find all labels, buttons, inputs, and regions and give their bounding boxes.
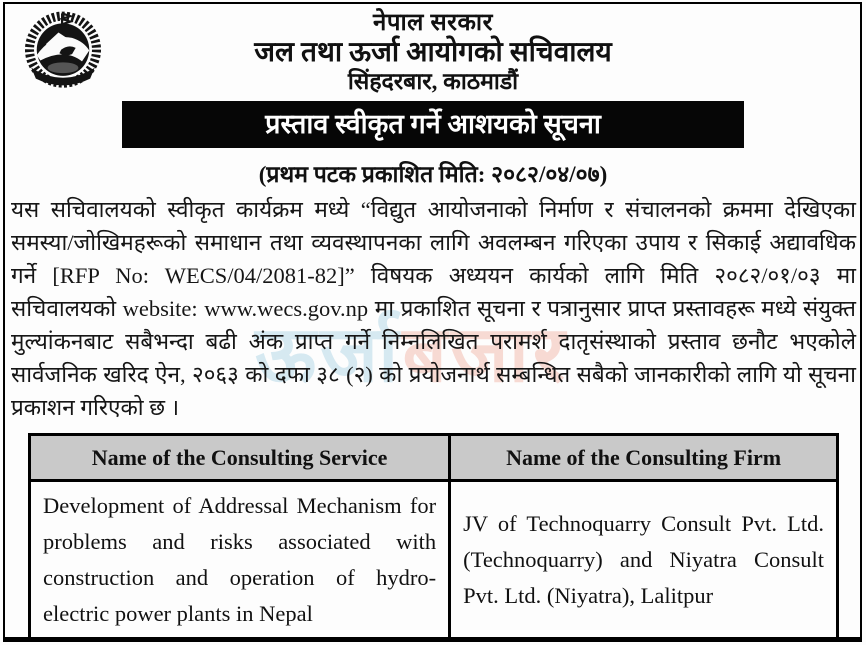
- consulting-result-table: [28, 433, 839, 641]
- notice-title-banner: प्रस्ताव स्वीकृत गर्ने आशयको सूचना: [122, 101, 744, 148]
- consulting-firm-cell: JV of Technoquarry Consult Pvt. Ltd. (Technoquarry) and Niyatra Consult Pvt. Ltd. (Niyatra), Lalitpur: [450, 481, 838, 640]
- column-header-consulting-firm: Name of the Consulting Firm: [450, 435, 838, 481]
- column-header-consulting-service: Name of the Consulting Service: [30, 435, 450, 481]
- consulting-service-cell: Development of Addressal Mechanism for problems and risks associated with construction and operation of hydro-electric power plants in Nepal: [30, 481, 450, 640]
- letterhead: [0, 9, 866, 95]
- watermark-word-2: बजार: [402, 310, 569, 398]
- publication-date-line: (प्रथम पटक प्रकाशित मिति: २०८२/०४/०७): [258, 162, 608, 187]
- notice-body-paragraph: यस सचिवालयको स्वीकृत कार्यक्रम मध्ये “विद्युत आयोजनाको निर्माण र संचालनको क्रममा देखिएका समस्या/जोखिमहरूको समाधान तथा व्यवस्थापनका लागि अवलम्बन गरिएका उपाय र सिकाई अद्यावधिक गर्ने [RFP No: WECS/04/2081-82]” विषयक अध्ययन कार्यको लागि मिति २०८२/०१/०३ मा सचिवालयको website: www.wecs.gov.np मा प्रकाशित सूचना र पत्रानुसार प्राप्त प्रस्तावहरू मध्ये संयुक्त मुल्यांकनबाट सबैभन्दा बढी अंक प्राप्त गर्ने निम्नलिखित परामर्श दातृसंस्थाको प्रस्ताव छनौट भएकोले सार्वजनिक खरिद ऐन, २०६३ को दफा ३८ (२) को प्रयोजनार्थ सम्बन्धित सबैको जानकारीको लागि यो सूचना प्रकाशन गरिएको छ ।: [11, 197, 856, 420]
- table-row: [30, 481, 838, 640]
- office-address: सिंहदरबार, काठमाडौं: [347, 69, 519, 94]
- government-name: नेपाल सरकार: [373, 10, 493, 36]
- watermark-word-1: ऊर्जा: [255, 310, 403, 398]
- table-header-row: [30, 435, 838, 481]
- office-name: जल तथा ऊर्जा आयोगको सचिवालय: [254, 37, 612, 68]
